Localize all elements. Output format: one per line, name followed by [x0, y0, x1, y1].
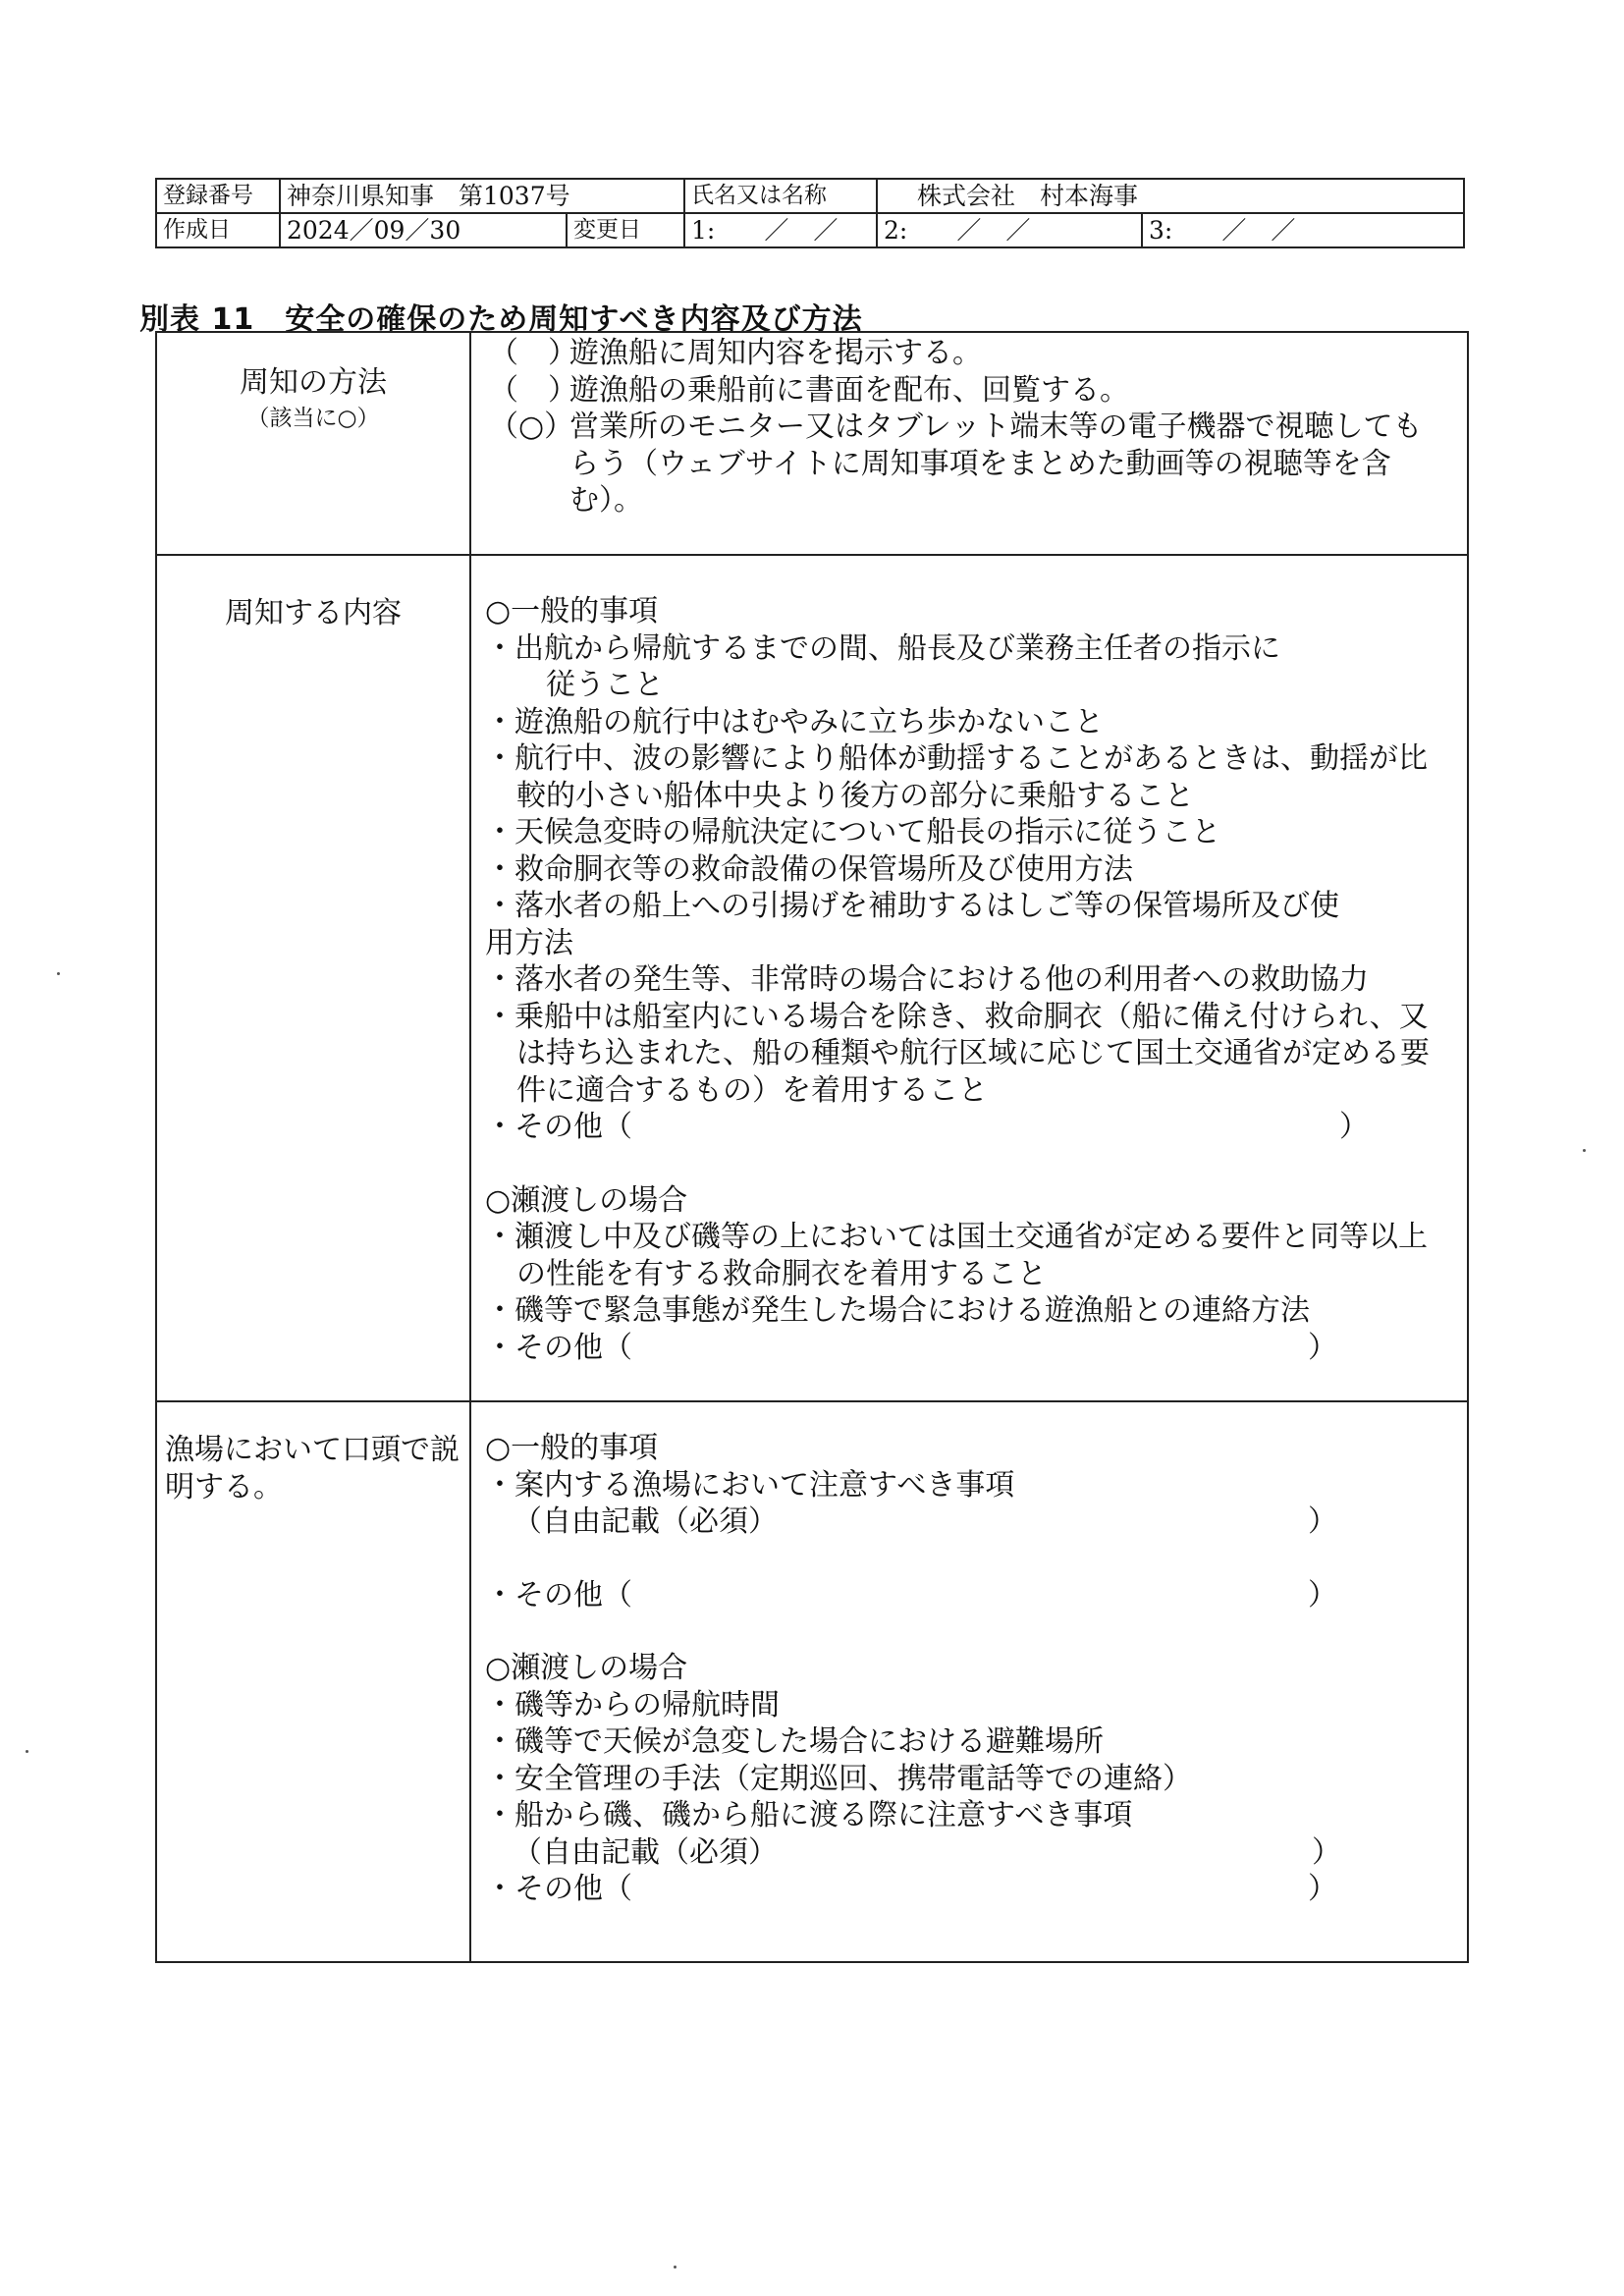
general-other-close: ）	[1339, 1110, 1369, 1144]
seto-other-close: ）	[1308, 1330, 1337, 1365]
general-heading: ○一般的事項	[485, 594, 659, 629]
registration-table	[155, 178, 1465, 248]
method-row	[156, 332, 1468, 555]
general-item-6-cont: 用方法	[485, 925, 573, 960]
scan-speck	[26, 1750, 28, 1753]
oral-seto-free	[485, 1834, 1439, 1872]
content-cell	[470, 555, 1468, 1401]
name-value: 株式会社 村本海事	[877, 179, 1464, 213]
oral-seto-item-3: ・安全管理の手法（定期巡回、携帯電話等での連絡）	[485, 1761, 1192, 1796]
general-item-1: ・出航から帰航するまでの間、船長及び業務主任者の指示に	[485, 630, 1280, 666]
created-label: 作成日	[156, 213, 280, 247]
name-label: 氏名又は名称	[684, 179, 877, 213]
general-item-6: ・落水者の船上への引揚げを補助するはしご等の保管場所及び使	[485, 889, 1339, 923]
created-value: 2024／09／30	[280, 213, 567, 247]
oral-general-item: ・案内する漁場において注意すべき事項	[485, 1467, 1015, 1503]
scan-speck	[57, 972, 60, 975]
seto-other-label: ・その他（	[485, 1330, 632, 1365]
oral-general-heading: ○一般的事項	[485, 1431, 659, 1465]
spacer	[485, 1146, 1439, 1182]
option-mark-3: （○）	[489, 410, 574, 444]
reg-number-label: 登録番号	[156, 179, 280, 213]
oral-label: 漁場において口頭で説明する。	[156, 1401, 470, 1962]
oral-seto-free-label: （自由記載（必須）	[513, 1834, 778, 1870]
change-3: 3: ／ ／	[1142, 213, 1464, 247]
method-label: 周知の方法	[240, 365, 387, 400]
page-title: 別表 11 安全の確保のため周知すべき内容及び方法	[139, 302, 863, 337]
general-other-label: ・その他（	[485, 1110, 632, 1144]
oral-general-free-close: ）	[1308, 1504, 1337, 1539]
option-text-1: 遊漁船に周知内容を掲示する。	[569, 336, 982, 370]
method-sublabel: （該当に○）	[246, 405, 380, 431]
oral-general-free-label: （自由記載（必須）	[513, 1504, 778, 1539]
oral-general-free	[485, 1503, 1439, 1541]
oral-general-other-label: ・その他（	[485, 1577, 632, 1613]
oral-seto-item-4: ・船から磯、磯から船に渡る際に注意すべき事項	[485, 1798, 1133, 1832]
changed-label: 変更日	[567, 213, 684, 247]
general-item-4: ・天候急変時の帰航決定について船長の指示に従うこと	[485, 815, 1221, 849]
oral-seto-other	[485, 1871, 1439, 1908]
method-option-1	[485, 335, 1437, 372]
oral-cell	[470, 1401, 1468, 1962]
oral-general-other	[485, 1577, 1439, 1614]
option-mark-1: （ ）	[489, 336, 577, 370]
oral-seto-item-1: ・磯等からの帰航時間	[485, 1687, 780, 1722]
method-options-cell	[470, 332, 1468, 555]
scan-speck	[674, 2266, 677, 2269]
seto-heading: ○瀬渡しの場合	[485, 1182, 688, 1218]
general-item-5: ・救命胴衣等の救命設備の保管場所及び使用方法	[485, 851, 1133, 887]
general-item-8: ・乗船中は船室内にいる場合を除き、救命胴衣（船に備え付けられ、又は持ち込まれた、船の種類や航行区域に応じて国土交通省が定める要件に適合するもの）を着用すること	[485, 999, 1430, 1108]
spacer	[485, 1613, 1439, 1650]
option-text-3: 営業所のモニター又はタブレット端末等の電子機器で視聴してもらう（ウェブサイトに周知事項をまとめた動画等の視聴等を含む）。	[569, 410, 1423, 518]
change-2: 2: ／ ／	[877, 213, 1142, 247]
seto-item-2: ・磯等で緊急事態が発生した場合における遊漁船との連絡方法	[485, 1293, 1310, 1328]
general-item-2: ・遊漁船の航行中はむやみに立ち歩かないこと	[485, 704, 1104, 739]
general-item-7: ・落水者の発生等、非常時の場合における他の利用者への救助協力	[485, 962, 1369, 997]
seto-other	[485, 1330, 1439, 1367]
option-text-2: 遊漁船の乗船前に書面を配布、回覧する。	[569, 372, 1129, 408]
date-row	[156, 213, 1464, 247]
method-option-2	[485, 372, 1437, 410]
oral-seto-free-close: ）	[1312, 1834, 1341, 1870]
scan-speck	[1583, 1149, 1586, 1152]
notice-table	[155, 331, 1469, 1963]
oral-seto-other-close: ）	[1308, 1872, 1337, 1906]
content-label: 周知する内容	[156, 555, 470, 1401]
reg-number-value: 神奈川県知事 第1037号	[280, 179, 684, 213]
oral-seto-other-label: ・その他（	[485, 1872, 632, 1906]
oral-seto-item-2: ・磯等で天候が急変した場合における避難場所	[485, 1724, 1104, 1759]
option-mark-2: （ ）	[489, 372, 577, 408]
general-item-1-cont: 従うこと	[546, 668, 664, 702]
method-option-3	[485, 409, 1437, 519]
seto-item-1: ・瀬渡し中及び磯等の上においては国土交通省が定める要件と同等以上の性能を有する救命胴衣を着用すること	[485, 1220, 1428, 1291]
general-other	[485, 1109, 1439, 1146]
content-row	[156, 555, 1468, 1401]
change-1: 1: ／ ／	[684, 213, 877, 247]
method-label-cell	[156, 332, 470, 555]
oral-general-other-close: ）	[1308, 1577, 1337, 1613]
oral-seto-heading: ○瀬渡しの場合	[485, 1651, 688, 1685]
spacer	[485, 1541, 1439, 1577]
registration-row	[156, 179, 1464, 213]
oral-row	[156, 1401, 1468, 1962]
general-item-3: ・航行中、波の影響により船体が動揺することがあるときは、動揺が比較的小さい船体中央より後方の部分に乗船すること	[485, 741, 1428, 813]
